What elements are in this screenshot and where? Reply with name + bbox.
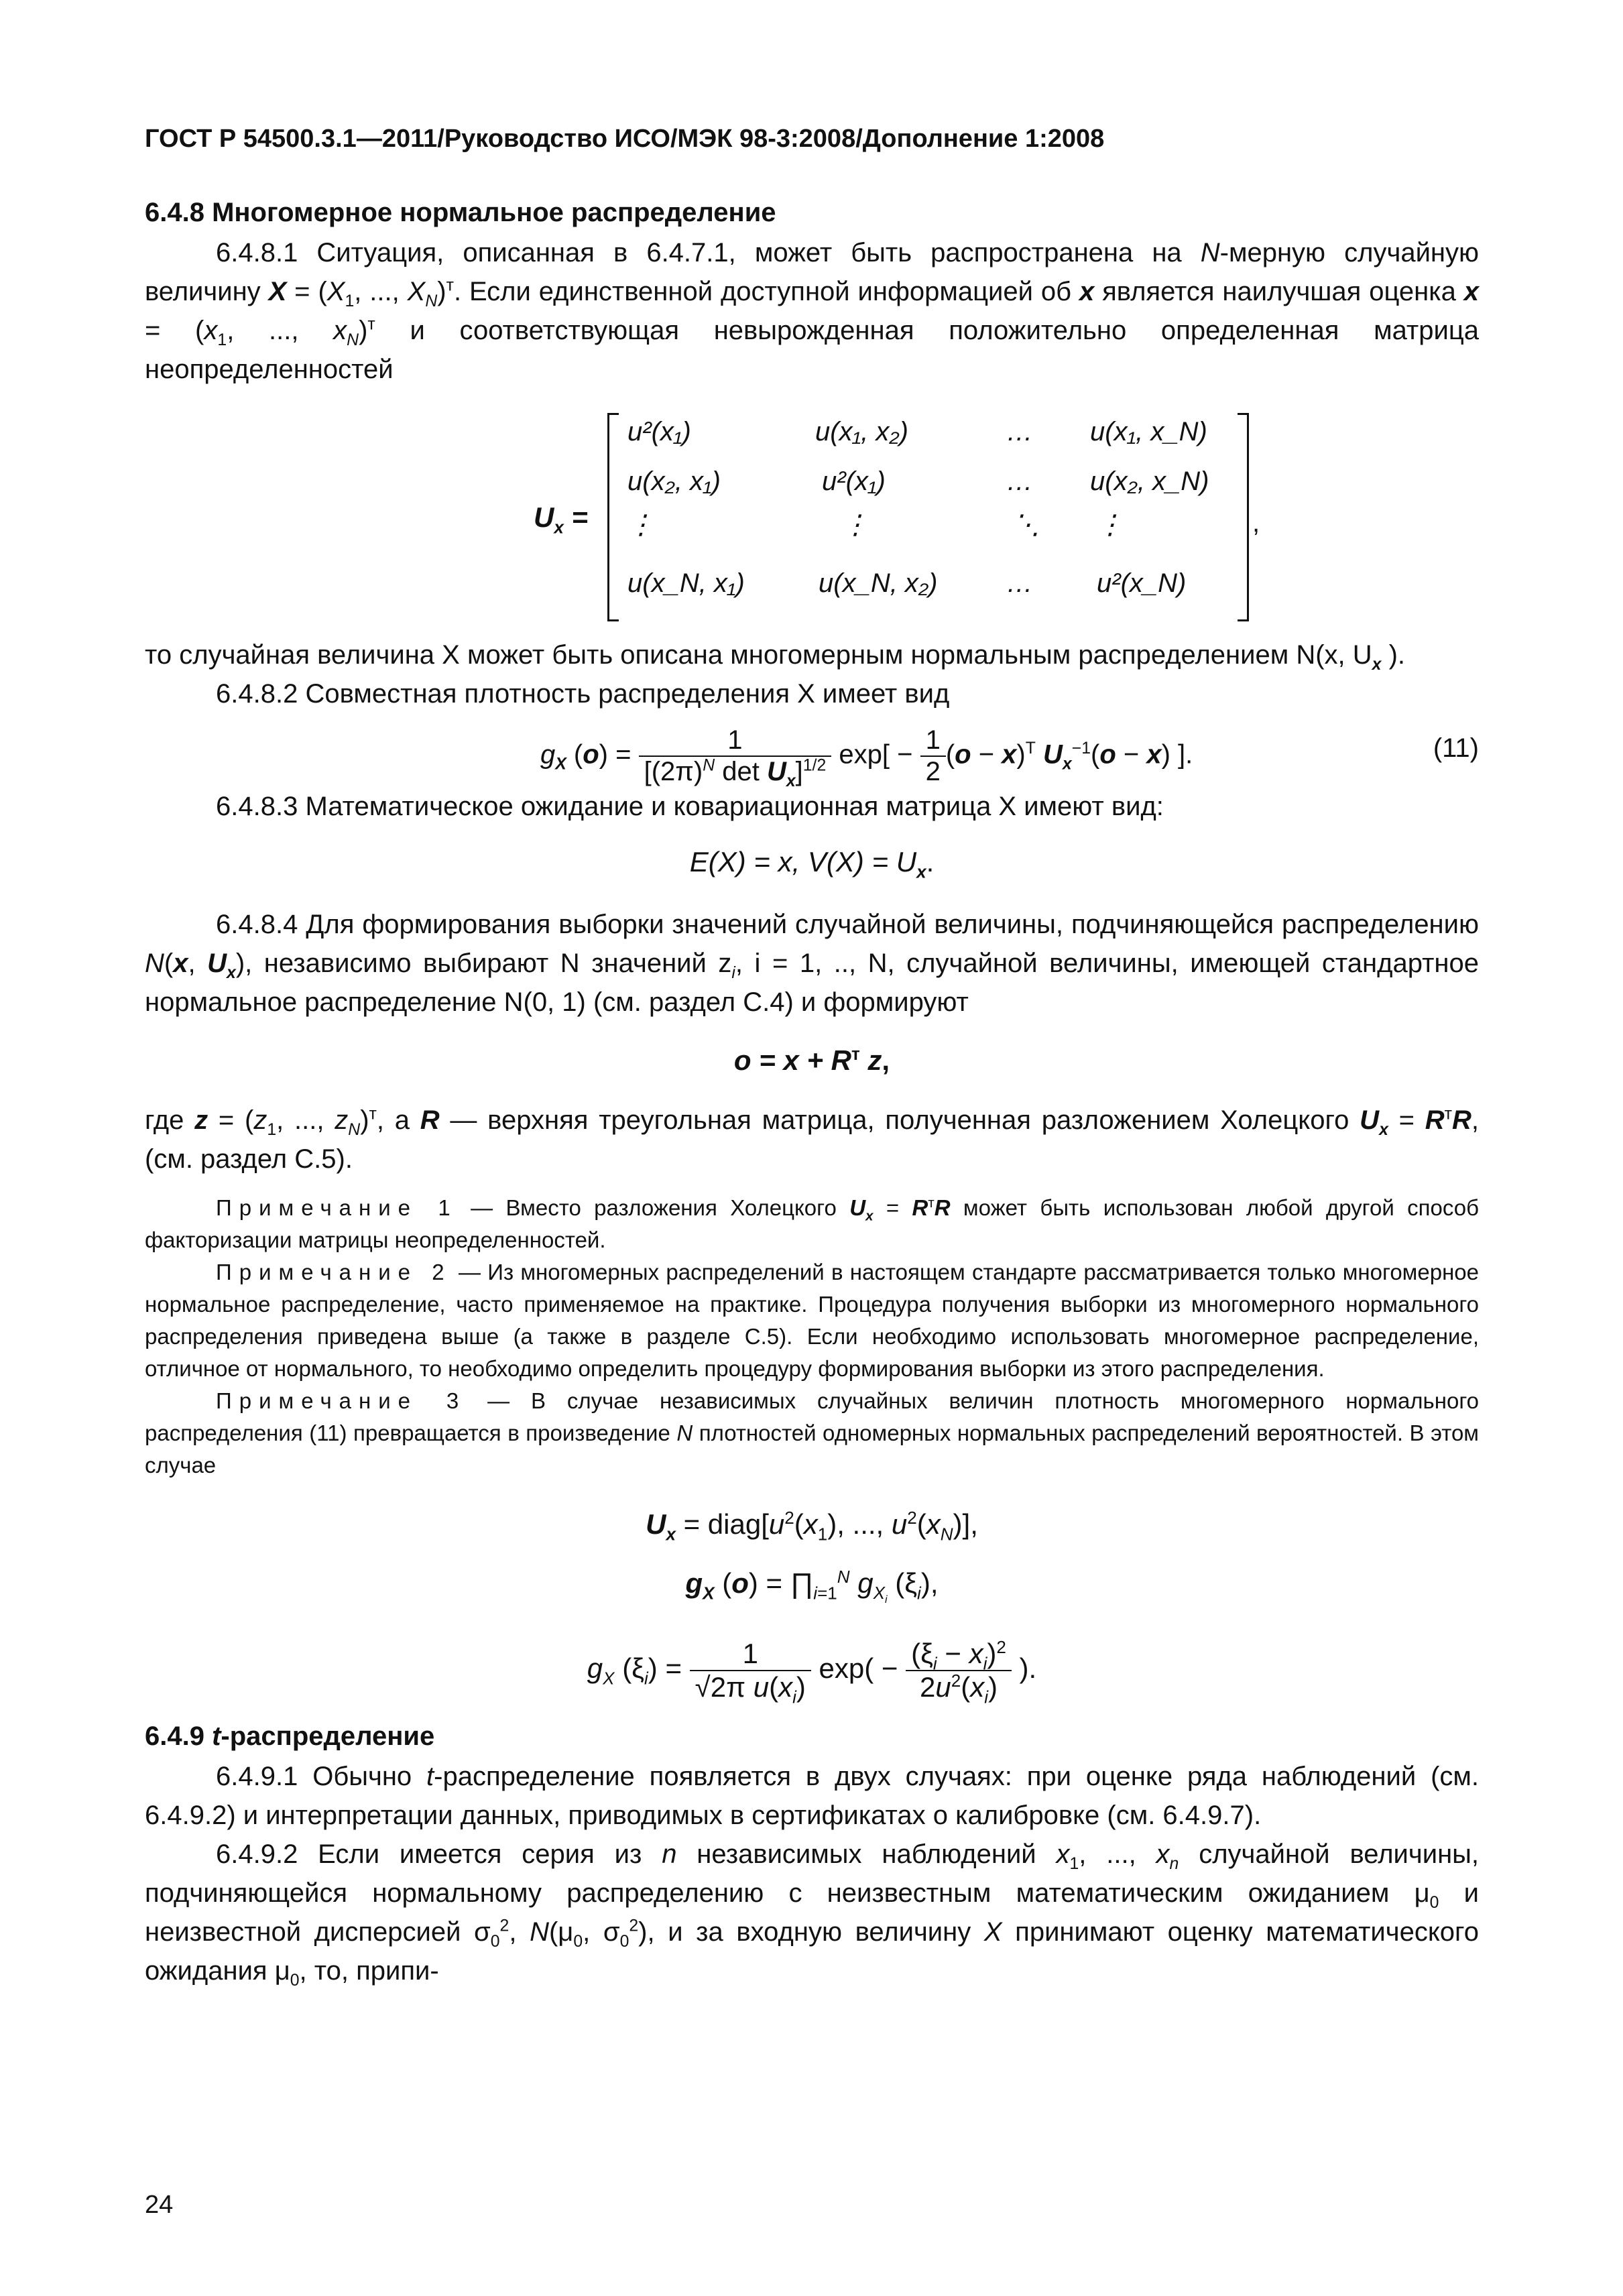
uncertainty-matrix xyxy=(145,408,1479,629)
note-3: Примечание 3 — В случае независимых случайных величин плотность многомерного нормального распределения (11) превращается в произведение N плотностей одномерных нормальных распределений вероятностей. В этом случае xyxy=(145,1388,1479,1477)
univariate-density-equation: $g_X$ $(\xi_i)$ = $\frac{1}{√2\pi u(x_i)}$ exp( − $\frac{(\xi_i - x_i)^2}{2u^2(x_i)}$ ). xyxy=(587,1636,1037,1707)
product-equation: $g_X$ $(o) = \prod_{i=1}^N$ $g_{X_i}$ $(\xi_i)$, xyxy=(685,1567,939,1606)
paragraph-6-4-9-2: 6.4.9.2 Если имеется серия из n независимых наблюдений $x_1$, ..., $x_n$ случайной величины, подчиняющейся нормальному распределению с неизвестным математическим ожиданием $\mu_0$ и неизвестной дисперсией $\sigma_0^2$, $N(\mu_0$, $\sigma_0^2$), и за входную величину X принимают оценку математического ожидания $\mu_0$, то, припи- xyxy=(145,1839,1480,1990)
matrix-cell: u(x_N, x₂) xyxy=(819,568,938,598)
matrix-cell: ⋮ xyxy=(1097,510,1124,540)
note-1: Примечание 1 — Вместо разложения Холецкого $U_x = R^тR$ может быть использован любой другой способ факторизации матрицы неопределенностей. xyxy=(145,1195,1479,1252)
paragraph-6-4-8-1: 6.4.8.1 Ситуация, описанная в 6.4.7.1, может быть распространена на N-мерную случайную величину $X = (X_1$, ..., $X_N)^т$. Если единственной доступной информацией об x является наилучшая оценка $x = (x_1$, ..., $x_N)^т$ и соответствующая невырожденная положительно определенная матрица неопределенностей xyxy=(145,238,1480,384)
paragraph-6-4-8-2: 6.4.8.2 Совместная плотность распределения X имеет вид xyxy=(216,679,950,709)
paragraph-6-4-9-1: 6.4.9.1 Обычно t-распределение появляется в двух случаях: при оценке ряда наблюдений (см. 6.4.9.2) и интерпретации данных, приводимых в сертификатах о калибровке (см. 6.4.9.7). xyxy=(145,1761,1480,1830)
matrix-cell: … xyxy=(1006,417,1033,446)
matrix-cell: … xyxy=(1006,467,1033,496)
matrix-label: $U_x$ = xyxy=(534,501,589,538)
paragraph-cholesky: где $z = (z_1$, ..., $z_N)^т$, а R — верхняя треугольная матрица, полученная разложением Холецкого $U_x = R^тR$, (см. раздел С.5). xyxy=(145,1105,1480,1174)
matrix-cell: ⋮ xyxy=(627,510,654,540)
matrix-left-bracket xyxy=(607,413,619,621)
matrix-cell: u(x₁, x_N) xyxy=(1090,417,1207,446)
paragraph-6-4-8-4: 6.4.8.4 Для формирования выборки значений случайной величины, подчиняющейся распределению N(x, $U_x$), независимо выбирают N значений $z_i$, i = 1, .., N, случайной величины, имеющей стандартное нормальное распределение N(0, 1) (см. раздел С.4) и формируют xyxy=(145,910,1479,1017)
matrix-cell: u²(x_N) xyxy=(1097,568,1187,598)
matrix-cell: u(x₁, x₂) xyxy=(815,417,908,446)
matrix-right-bracket xyxy=(1238,413,1249,621)
page-number: 24 xyxy=(145,2191,174,2219)
equation-11 xyxy=(145,713,1479,790)
matrix-cell: u(x₂, x₁) xyxy=(627,467,721,496)
equation-number: (11) xyxy=(1433,733,1479,763)
matrix-cell: u²(x₁) xyxy=(822,467,886,496)
matrix-cell: … xyxy=(1006,568,1033,598)
matrix-comma: , xyxy=(1252,508,1260,538)
matrix-cell: u(x_N, x₁) xyxy=(627,568,745,598)
section-title-6-4-8: 6.4.8 Многомерное нормальное распределение xyxy=(145,198,776,227)
paragraph-6-4-8-3: 6.4.8.3 Математическое ожидание и ковариационная матрица X имеют вид: xyxy=(216,792,1164,821)
paragraph-matrix-conclusion: то случайная величина X может быть описана многомерным нормальным распределением N(x, $U_x$ ). xyxy=(145,640,1405,674)
expectation-equation: E(X) = x, $V(X) = U_x$. xyxy=(689,846,935,882)
diagonal-matrix-equation: $U_x$ = $diag[u^2(x_1)$, ..., $u^2(x_N)$], xyxy=(646,1508,978,1545)
matrix-cell: ⋱ xyxy=(1013,510,1040,540)
page-content xyxy=(145,193,1479,1990)
matrix-cell: u²(x₁) xyxy=(627,417,691,446)
note-2: Примечание 2 — Из многомерных распределений в настоящем стандарте рассматривается только многомерное нормальное распределение, часто применяемое на практике. Процедура получения выборки из многомерного нормального распределения приведена выше (а также в разделе С.5). Если необходимо использовать многомерное распределение, отличное от нормального, то необходимо определить процедуру формирования выборки из этого распределения. xyxy=(145,1260,1479,1381)
matrix-cell: ⋮ xyxy=(842,510,869,540)
matrix-cell: u(x₂, x_N) xyxy=(1090,467,1209,496)
equation-11-body: $g_X$ (o) = $\frac{1}{[(2\pi)^N \det U_x]^{1/2}}$ exp[ − $\frac{1}{2}$ $(o - x)^T$ $U_x^{-1}(o - x)$ ]. xyxy=(540,725,1193,790)
page-header: ГОСТ Р 54500.3.1—2011/Руководство ИСО/МЭК 98-3:2008/Дополнение 1:2008 xyxy=(145,125,1105,153)
section-title-6-4-9: 6.4.9 t-распределение xyxy=(145,1721,435,1751)
sample-equation: $o = x + R^т$ z, xyxy=(733,1044,890,1076)
equation-11-fraction: $\frac{1}{[(2\pi)^N \det U_x]^{1/2}}$ xyxy=(639,725,832,787)
